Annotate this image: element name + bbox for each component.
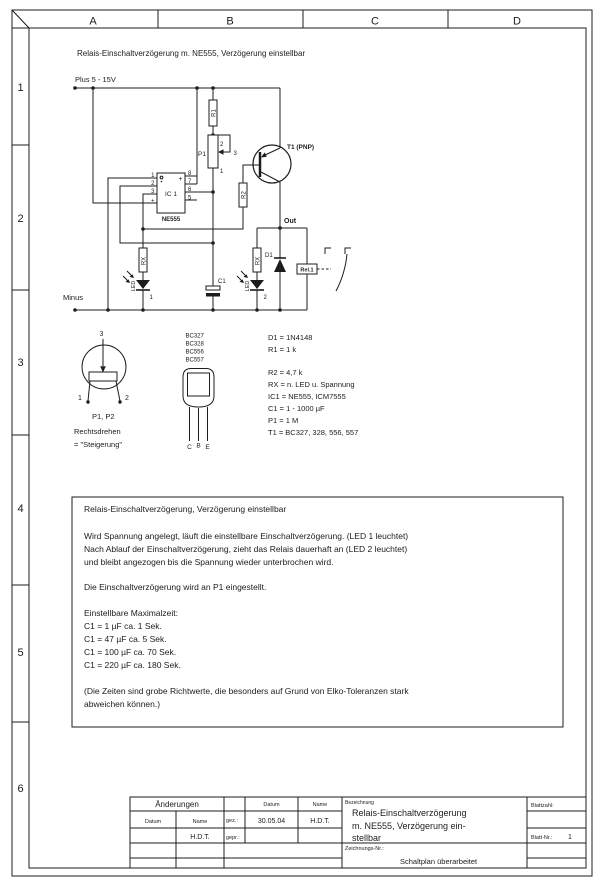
transistor-t1 <box>253 144 314 183</box>
sheet-count-label: Blattzahl: <box>531 803 554 809</box>
parts-list-item: R2 = 4,7 k <box>268 368 303 377</box>
to92-symbol <box>183 334 214 452</box>
c1-label: C1 <box>218 279 226 285</box>
ic1-ne555 <box>151 171 192 223</box>
p1-label: P1 <box>198 151 206 158</box>
description-line: C1 = 100 µF ca. 70 Sek. <box>84 647 177 657</box>
rx1-label: RX <box>141 256 148 266</box>
description-line: abweichen können.) <box>84 699 161 709</box>
ic1-pin8: 8 <box>188 171 192 177</box>
description-box <box>72 497 563 727</box>
description-line: Die Einschaltverzögerung wird an P1 eingestellt. <box>84 582 267 592</box>
parts-list-item: IC1 = NE555, ICM7555 <box>268 392 346 401</box>
led1-label: LED <box>131 280 137 292</box>
grid-row-label: 6 <box>17 783 24 795</box>
grid-column-label: C <box>371 15 379 28</box>
changes-date-header: Datum <box>144 819 162 825</box>
ic1-pin6: 6 <box>188 187 192 193</box>
rx2-led2 <box>237 248 268 301</box>
name-column-header: Name <box>312 802 328 808</box>
transistor-type: BC327 <box>185 333 204 340</box>
drawn-by-label: gez.: <box>226 818 238 824</box>
grid-row-label: 1 <box>17 82 24 94</box>
t1-label: T1 (PNP) <box>287 144 315 151</box>
description-line: Einstellbare Maximalzeit: <box>84 608 179 618</box>
potentiometer-p1 <box>198 135 237 175</box>
rx1-led1 <box>123 248 154 301</box>
led1-number: 1 <box>149 295 153 301</box>
checked-by-label: gepr.: <box>226 835 240 841</box>
diode-d1 <box>265 253 286 272</box>
grid-row-label: 3 <box>17 357 24 369</box>
ic1-pin7: 7 <box>188 179 192 185</box>
transistor-type: BC557 <box>185 357 204 364</box>
changes-name-header: Name <box>192 819 208 825</box>
designation-label: Bezeichnung <box>345 800 374 806</box>
changes-name-value: H.D.T. <box>190 834 210 841</box>
parts-list-item: P1 = 1 M <box>268 416 299 425</box>
parts-list <box>268 333 358 437</box>
grid-column-label: B <box>226 15 234 28</box>
grid-column-label: D <box>513 15 521 28</box>
relay-label: Rel.1 <box>300 267 314 274</box>
plus-rail-label: Plus 5 - 15V <box>75 75 116 84</box>
drawn-date-value: 30.05.04 <box>257 818 286 825</box>
contact-terminal <box>325 248 331 254</box>
ic1-pin3: 3 <box>151 189 155 195</box>
ic1-pin2: 2 <box>151 181 155 187</box>
p1-pin3-label: 3 <box>233 151 237 157</box>
description-line: und bleibt angezogen bis die Spannung wieder unterbrochen wird. <box>84 557 334 567</box>
description-line: C1 = 47 µF ca. 5 Sek. <box>84 634 167 644</box>
designation-line: stellbar <box>352 833 382 843</box>
ic1-plus-mark: + <box>178 176 183 183</box>
ic1-pin5: 5 <box>188 195 192 202</box>
transistor-type: BC556 <box>185 349 204 356</box>
r1-label: R1 <box>211 109 218 117</box>
contact-terminal <box>345 248 351 254</box>
contact-arm <box>336 254 347 291</box>
to92-pin-c: C <box>187 444 192 451</box>
rx2-label: RX <box>255 256 262 266</box>
pot-pin3-label: 3 <box>99 331 104 338</box>
designation-line: m. NE555, Verzögerung ein- <box>352 821 466 831</box>
description-line: (Die Zeiten sind grobe Richtwerte, die besonders auf Grund von Elko-Toleranzen stark <box>84 686 409 696</box>
resistor-r2 <box>239 183 248 207</box>
pot-pin2-label: 2 <box>125 395 129 402</box>
resistor-r1 <box>209 100 218 126</box>
date-column-header: Datum <box>263 802 280 808</box>
parts-list-item: C1 = 1 - 1000 µF <box>268 404 325 413</box>
capacitor-c1 <box>206 279 226 297</box>
to92-pin-e: E <box>205 444 210 451</box>
parts-list-item: D1 = 1N4148 <box>268 333 313 342</box>
p1-pin2-label: 2 <box>220 142 224 148</box>
description-title: Relais-Einschaltverzögerung, Verzögerung einstellbar <box>84 504 287 514</box>
pot-pin1-label: 1 <box>78 395 82 402</box>
changes-header: Änderungen <box>155 800 199 809</box>
drawn-name-value: H.D.T. <box>310 818 330 825</box>
grid-row-label: 5 <box>17 647 24 659</box>
r2-label: R2 <box>241 191 248 199</box>
ic1-pin1: 1 <box>151 173 155 179</box>
sheet-number-value: 1 <box>568 834 572 841</box>
description-line: Nach Ablauf der Einschaltverzögerung, zieht das Relais dauerhaft an (LED 2 leuchtet) <box>84 544 408 554</box>
relay-rel1 <box>297 248 351 291</box>
drawing-number-value: Schaltplan überarbeitet <box>400 857 478 866</box>
p1-pin1-label: 1 <box>220 169 224 175</box>
description-line: C1 = 220 µF ca. 180 Sek. <box>84 660 181 670</box>
pot-note-1: Rechtsdrehen <box>74 427 121 436</box>
led2-number: 2 <box>263 295 267 301</box>
frame-corner-diagonal <box>12 10 29 28</box>
out-label: Out <box>284 218 297 225</box>
minus-rail-label: Minus <box>63 293 84 302</box>
grid-column-label: A <box>89 15 97 28</box>
ic1-name: IC 1 <box>165 191 177 198</box>
led2-label: LED <box>245 280 251 292</box>
to92-pin-b: B <box>196 442 201 450</box>
transistor-type: BC328 <box>185 341 204 348</box>
ic1-part: NE555 <box>161 217 181 223</box>
schematic-title: Relais-Einschaltverzögerung m. NE555, Verzögerung einstellbar <box>77 49 306 58</box>
parts-list-item: T1 = BC327, 328, 556, 557 <box>268 428 359 437</box>
ic1-pin4: + <box>150 198 155 205</box>
sheet-number-label: Blatt-Nr.: <box>531 835 553 841</box>
description-line: Wird Spannung angelegt, läuft die einstellbare Einschaltverzögerung. (LED 1 leuchtet) <box>84 531 409 541</box>
pot-caption: P1, P2 <box>92 412 115 421</box>
description-line: C1 = 1 µF ca. 1 Sek. <box>84 621 162 631</box>
parts-list-item: RX = n. LED u. Spannung <box>268 380 355 389</box>
pot-symbol <box>74 331 129 449</box>
designation-line: Relais-Einschaltverzögerung <box>352 808 467 818</box>
title-block <box>130 797 586 868</box>
grid-row-label: 4 <box>17 503 24 515</box>
pot-note-2: = "Steigerung" <box>74 440 123 449</box>
d1-label: D1 <box>265 253 273 259</box>
grid-row-label: 2 <box>17 213 24 225</box>
drawing-number-label: Zeichnungs-Nr.: <box>345 846 384 852</box>
parts-list-item: R1 = 1 k <box>268 345 297 354</box>
